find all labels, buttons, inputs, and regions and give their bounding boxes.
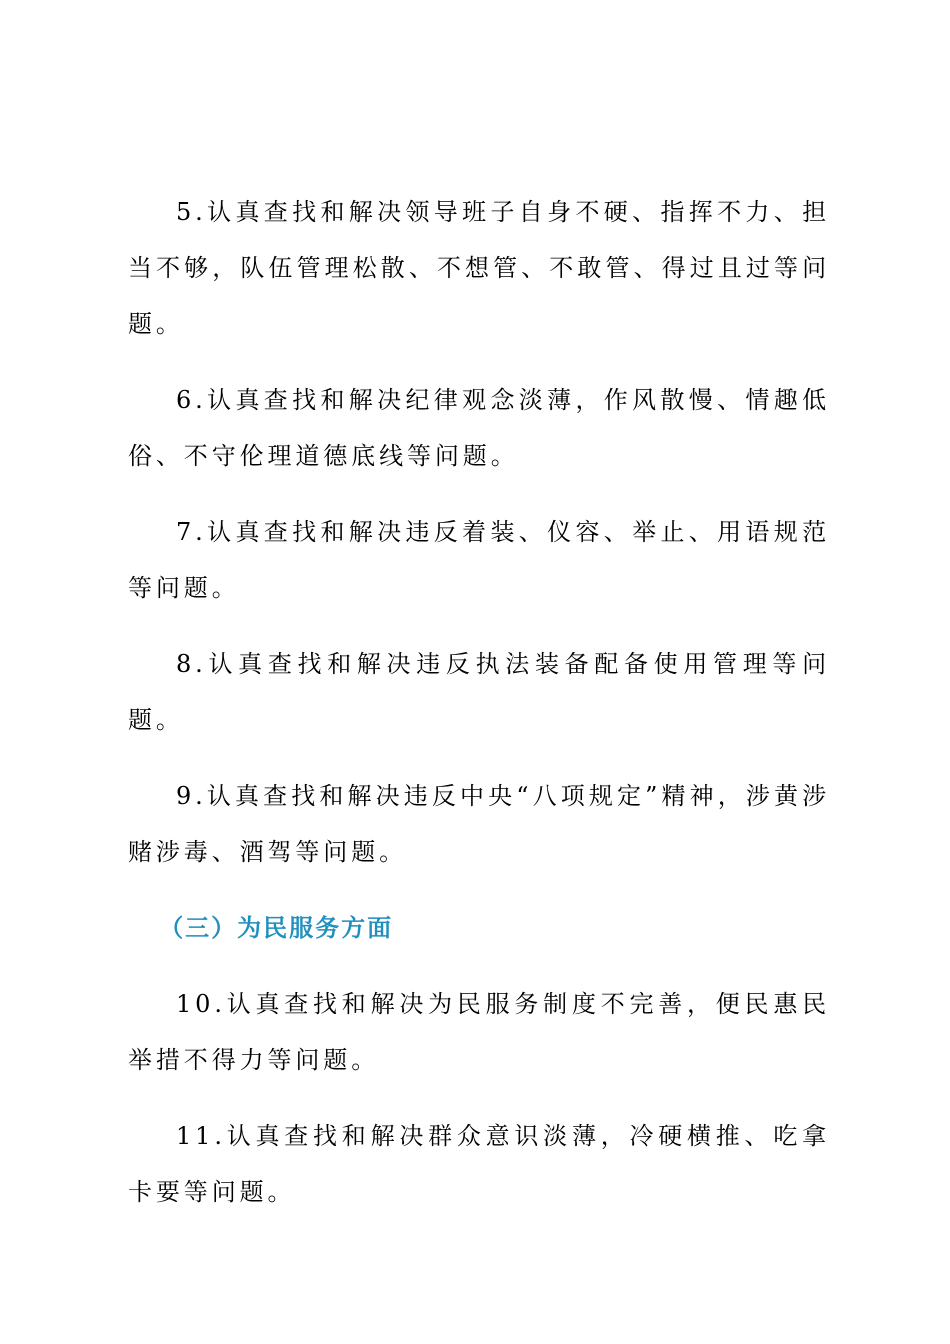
- section-heading-service: （三）为民服务方面: [159, 914, 394, 942]
- paragraph-item-8: 8.认真查找和解决违反执法装备配备使用管理等问题。: [128, 650, 830, 734]
- document-body: [128, 184, 830, 1220]
- paragraph-item-7: 7.认真查找和解决违反着装、仪容、举止、用语规范等问题。: [128, 518, 830, 602]
- paragraph-item-10: 10.认真查找和解决为民服务制度不完善，便民惠民举措不得力等问题。: [128, 990, 830, 1074]
- paragraph-item-9: 9.认真查找和解决违反中央“八项规定”精神，涉黄涉赌涉毒、酒驾等问题。: [128, 782, 830, 866]
- paragraph-item-5: 5.认真查找和解决领导班子自身不硬、指挥不力、担当不够，队伍管理松散、不想管、不敢管、得过且过等问题。: [128, 198, 830, 338]
- paragraph-item-11: 11.认真查找和解决群众意识淡薄，冷硬横推、吃拿卡要等问题。: [128, 1122, 830, 1206]
- paragraph-item-6: 6.认真查找和解决纪律观念淡薄，作风散慢、情趣低俗、不守伦理道德底线等问题。: [128, 386, 830, 470]
